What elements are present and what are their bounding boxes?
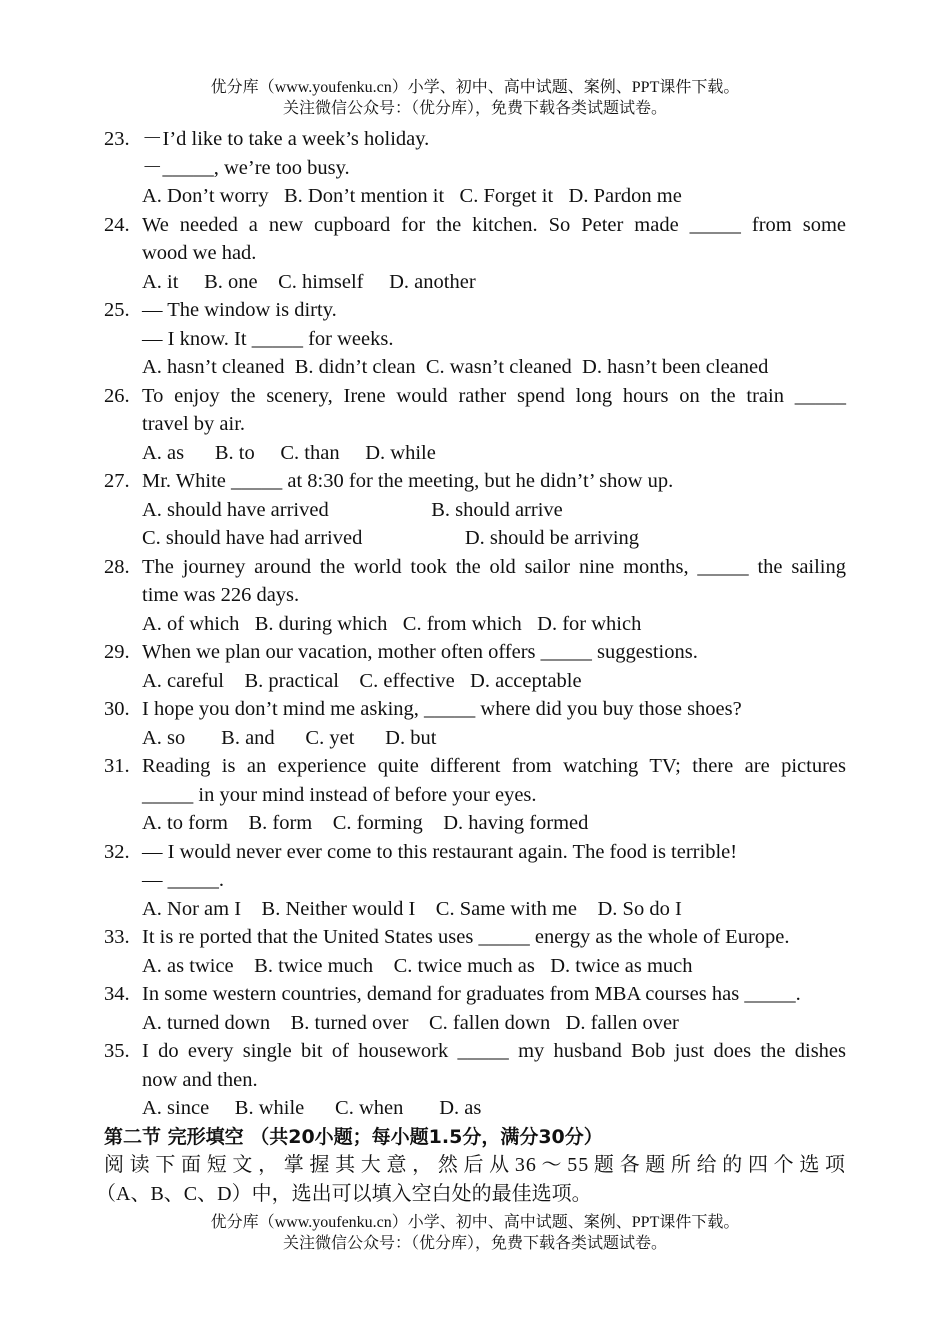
question-body [142, 467, 846, 553]
instruction-line-2: （A、B、C、D）中，选出可以填入空白处的最佳选项。 [96, 1182, 592, 1205]
question-text-line: In some western countries, demand for graduates from MBA courses has _____. [142, 983, 801, 1005]
question-text-line: －I’d like to take a week’s holiday. [142, 128, 430, 150]
question-body [142, 638, 846, 695]
answer-options: A. hasn’t cleaned B. didn’t clean C. wasn’t cleaned D. hasn’t been cleaned [142, 356, 769, 378]
answer-options: A. since B. while C. when D. as [142, 1097, 482, 1119]
answer-options: A. careful B. practical C. effective D. acceptable [142, 669, 582, 692]
question-number: 24. [104, 213, 130, 236]
page-header [0, 77, 950, 119]
instruction-line-1: 阅读下面短文，掌握其大意，然后从36～55题各题所给的四个选项 [104, 1154, 846, 1176]
answer-options: A. Nor am I B. Neither would I C. Same with me D. So do I [142, 897, 682, 920]
question-body [142, 553, 846, 639]
question-body [142, 752, 846, 838]
header-line-1: 优分库（www.youfenku.cn）小学、初中、高中试题、案例、PPT课件下载。 [210, 79, 740, 96]
answer-options: A. should have arrived B. should arrive [142, 498, 563, 521]
question-text-line: We needed a new cupboard for the kitchen. So Peter made _____ from some [142, 213, 846, 236]
header-line-2: 关注微信公众号：（优分库），免费下载各类试题试卷。 [282, 100, 667, 117]
question-item [104, 980, 846, 1037]
answer-options: C. should have had arrived D. should be arriving [142, 527, 640, 549]
question-number: 29. [104, 641, 130, 663]
question-text-line: — I know. It _____ for weeks. [142, 327, 394, 350]
section-instruction [96, 1151, 846, 1208]
question-number: 27. [104, 470, 130, 492]
question-text-line: －_____, we’re too busy. [142, 156, 350, 179]
question-number: 34. [104, 983, 130, 1005]
section-title: 第二节 完形填空 （共20小题；每小题1.5分，满分30分） [104, 1125, 603, 1148]
question-item [104, 382, 846, 468]
question-text-line: Mr. White _____ at 8:30 for the meeting, but he didn’t’ show up. [142, 470, 674, 492]
question-text-line: I do every single bit of housework _____ my husband Bob just does the dishes [142, 1040, 846, 1062]
question-text-line: To enjoy the scenery, Irene would rather spend long hours on the train _____ [142, 384, 846, 407]
question-number: 28. [104, 555, 130, 578]
question-list [96, 125, 846, 1208]
question-text-line: When we plan our vacation, mother often offers _____ suggestions. [142, 641, 698, 663]
question-item [104, 553, 846, 639]
answer-options: A. turned down B. turned over C. fallen down D. fallen over [142, 1011, 679, 1034]
question-item [104, 125, 846, 211]
question-body [142, 296, 846, 382]
question-text-line: time was 226 days. [142, 584, 300, 606]
question-number: 31. [104, 755, 130, 777]
question-body [142, 980, 846, 1037]
question-item [104, 695, 846, 752]
question-item [104, 467, 846, 553]
question-body [142, 1037, 846, 1123]
question-number: 23. [104, 128, 130, 150]
question-number: 25. [104, 299, 130, 321]
question-item [104, 296, 846, 382]
answer-options: A. so B. and C. yet D. but [142, 726, 437, 749]
page-footer [0, 1212, 950, 1254]
answer-options: A. of which B. during which C. from which D. for which [142, 612, 642, 635]
answer-options: A. as B. to C. than D. while [142, 441, 436, 464]
question-item [104, 752, 846, 838]
question-text-line: I hope you don’t mind me asking, _____ where did you buy those shoes? [142, 698, 742, 720]
question-body [142, 211, 846, 297]
question-text-line: now and then. [142, 1068, 258, 1091]
question-item [104, 1037, 846, 1123]
question-number: 33. [104, 926, 130, 948]
answer-options: A. it B. one C. himself D. another [142, 270, 476, 293]
question-text-line: — _____. [142, 869, 224, 891]
question-body [142, 838, 846, 924]
question-text-line: The journey around the world took the old sailor nine months, _____ the sailing [142, 555, 846, 578]
footer-line-1: 优分库（www.youfenku.cn）小学、初中、高中试题、案例、PPT课件下载。 [210, 1214, 740, 1231]
footer-line-2: 关注微信公众号：（优分库），免费下载各类试题试卷。 [282, 1235, 667, 1252]
question-body [142, 923, 846, 980]
question-item [104, 923, 846, 980]
question-text-line: Reading is an experience quite different from watching TV; there are pictures [142, 755, 846, 777]
question-number: 35. [104, 1040, 130, 1062]
question-text-line: wood we had. [142, 242, 257, 264]
answer-options: A. as twice B. twice much C. twice much as D. twice as much [142, 954, 693, 977]
question-text-line: travel by air. [142, 413, 246, 435]
answer-options: A. to form B. form C. forming D. having formed [142, 812, 589, 834]
question-number: 26. [104, 384, 130, 407]
question-text-line: — I would never ever come to this restaurant again. The food is terrible! [142, 840, 738, 863]
question-item [104, 638, 846, 695]
question-body [142, 695, 846, 752]
question-item [104, 211, 846, 297]
question-number: 30. [104, 698, 130, 720]
question-text-line: — The window is dirty. [142, 299, 337, 321]
question-text-line: It is re ported that the United States uses _____ energy as the whole of Europe. [142, 926, 790, 948]
question-number: 32. [104, 840, 130, 863]
question-item [104, 838, 846, 924]
question-body [142, 382, 846, 468]
question-body [142, 125, 846, 211]
question-text-line: _____ in your mind instead of before your eyes. [142, 783, 537, 806]
answer-options: A. Don’t worry B. Don’t mention it C. Forget it D. Pardon me [142, 185, 682, 207]
